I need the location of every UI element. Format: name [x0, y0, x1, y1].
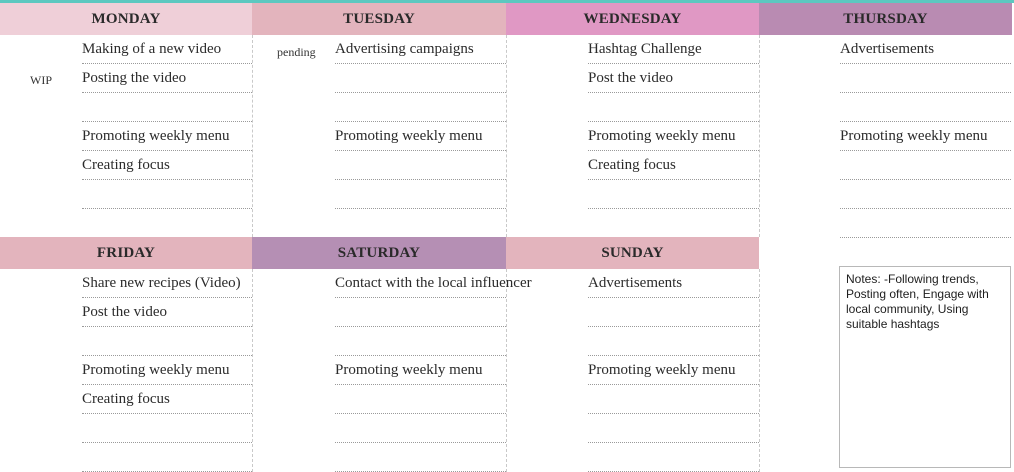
- header-tuesday: TUESDAY: [252, 3, 506, 35]
- monday-task-line[interactable]: [82, 93, 252, 122]
- notes-box[interactable]: Notes: -Following trends, Posting often, Engage with local community, Using suitable hashtags: [839, 266, 1011, 468]
- wednesday-task-line[interactable]: Post the video: [588, 64, 759, 93]
- wednesday-task-line[interactable]: Creating focus: [588, 151, 759, 180]
- monday-task-line[interactable]: Making of a new video: [82, 35, 252, 64]
- wednesday-task-line[interactable]: Hashtag Challenge: [588, 35, 759, 64]
- saturday-task-line[interactable]: [335, 327, 506, 356]
- header-sunday: SUNDAY: [506, 237, 759, 269]
- wednesday-task-line[interactable]: [588, 180, 759, 209]
- friday-task-line[interactable]: [82, 414, 252, 443]
- status-tag-pending: pending: [277, 45, 316, 59]
- saturday-task-line[interactable]: [335, 385, 506, 414]
- monday-task-line[interactable]: [82, 180, 252, 209]
- thursday-task-line[interactable]: Advertisements: [840, 35, 1011, 64]
- sunday-task-line[interactable]: [588, 414, 759, 443]
- saturday-task-line[interactable]: [335, 443, 506, 472]
- sunday-task-line[interactable]: [588, 298, 759, 327]
- friday-task-line[interactable]: Share new recipes (Video): [82, 269, 252, 298]
- sunday-task-line[interactable]: Advertisements: [588, 269, 759, 298]
- friday-task-line[interactable]: [82, 443, 252, 472]
- thursday-task-line[interactable]: [840, 64, 1011, 93]
- column-divider: [506, 35, 507, 237]
- thursday-task-line[interactable]: [840, 93, 1011, 122]
- header-monday: MONDAY: [0, 3, 252, 35]
- thursday-task-line[interactable]: [840, 209, 1011, 238]
- tuesday-task-line[interactable]: Promoting weekly menu: [335, 122, 506, 151]
- header-wednesday: WEDNESDAY: [506, 3, 759, 35]
- thursday-task-line[interactable]: Promoting weekly menu: [840, 122, 1011, 151]
- sunday-task-line[interactable]: [588, 327, 759, 356]
- friday-task-line[interactable]: Promoting weekly menu: [82, 356, 252, 385]
- column-divider: [252, 35, 253, 237]
- column-divider: [759, 269, 760, 472]
- sunday-task-line[interactable]: [588, 443, 759, 472]
- sunday-task-line[interactable]: Promoting weekly menu: [588, 356, 759, 385]
- thursday-task-line[interactable]: [840, 180, 1011, 209]
- column-divider: [252, 269, 253, 472]
- saturday-task-line[interactable]: [335, 414, 506, 443]
- header-saturday: SATURDAY: [252, 237, 506, 269]
- wednesday-task-line[interactable]: [588, 93, 759, 122]
- column-divider: [759, 35, 760, 237]
- friday-task-line[interactable]: Creating focus: [82, 385, 252, 414]
- tuesday-task-line[interactable]: Advertising campaigns: [335, 35, 506, 64]
- saturday-task-line[interactable]: Contact with the local influencer: [335, 269, 506, 298]
- header-friday: FRIDAY: [0, 237, 252, 269]
- saturday-task-line[interactable]: Promoting weekly menu: [335, 356, 506, 385]
- tuesday-task-line[interactable]: [335, 64, 506, 93]
- wednesday-task-line[interactable]: Promoting weekly menu: [588, 122, 759, 151]
- monday-task-line[interactable]: Creating focus: [82, 151, 252, 180]
- column-divider: [506, 269, 507, 472]
- friday-task-line[interactable]: Post the video: [82, 298, 252, 327]
- status-tag-wip: WIP: [30, 73, 52, 87]
- header-thursday: THURSDAY: [759, 3, 1012, 35]
- tuesday-task-line[interactable]: [335, 93, 506, 122]
- friday-task-line[interactable]: [82, 327, 252, 356]
- tuesday-task-line[interactable]: [335, 151, 506, 180]
- monday-task-line[interactable]: Posting the video: [82, 64, 252, 93]
- monday-task-line[interactable]: Promoting weekly menu: [82, 122, 252, 151]
- tuesday-task-line[interactable]: [335, 180, 506, 209]
- thursday-task-line[interactable]: [840, 151, 1011, 180]
- saturday-task-line[interactable]: [335, 298, 506, 327]
- sunday-task-line[interactable]: [588, 385, 759, 414]
